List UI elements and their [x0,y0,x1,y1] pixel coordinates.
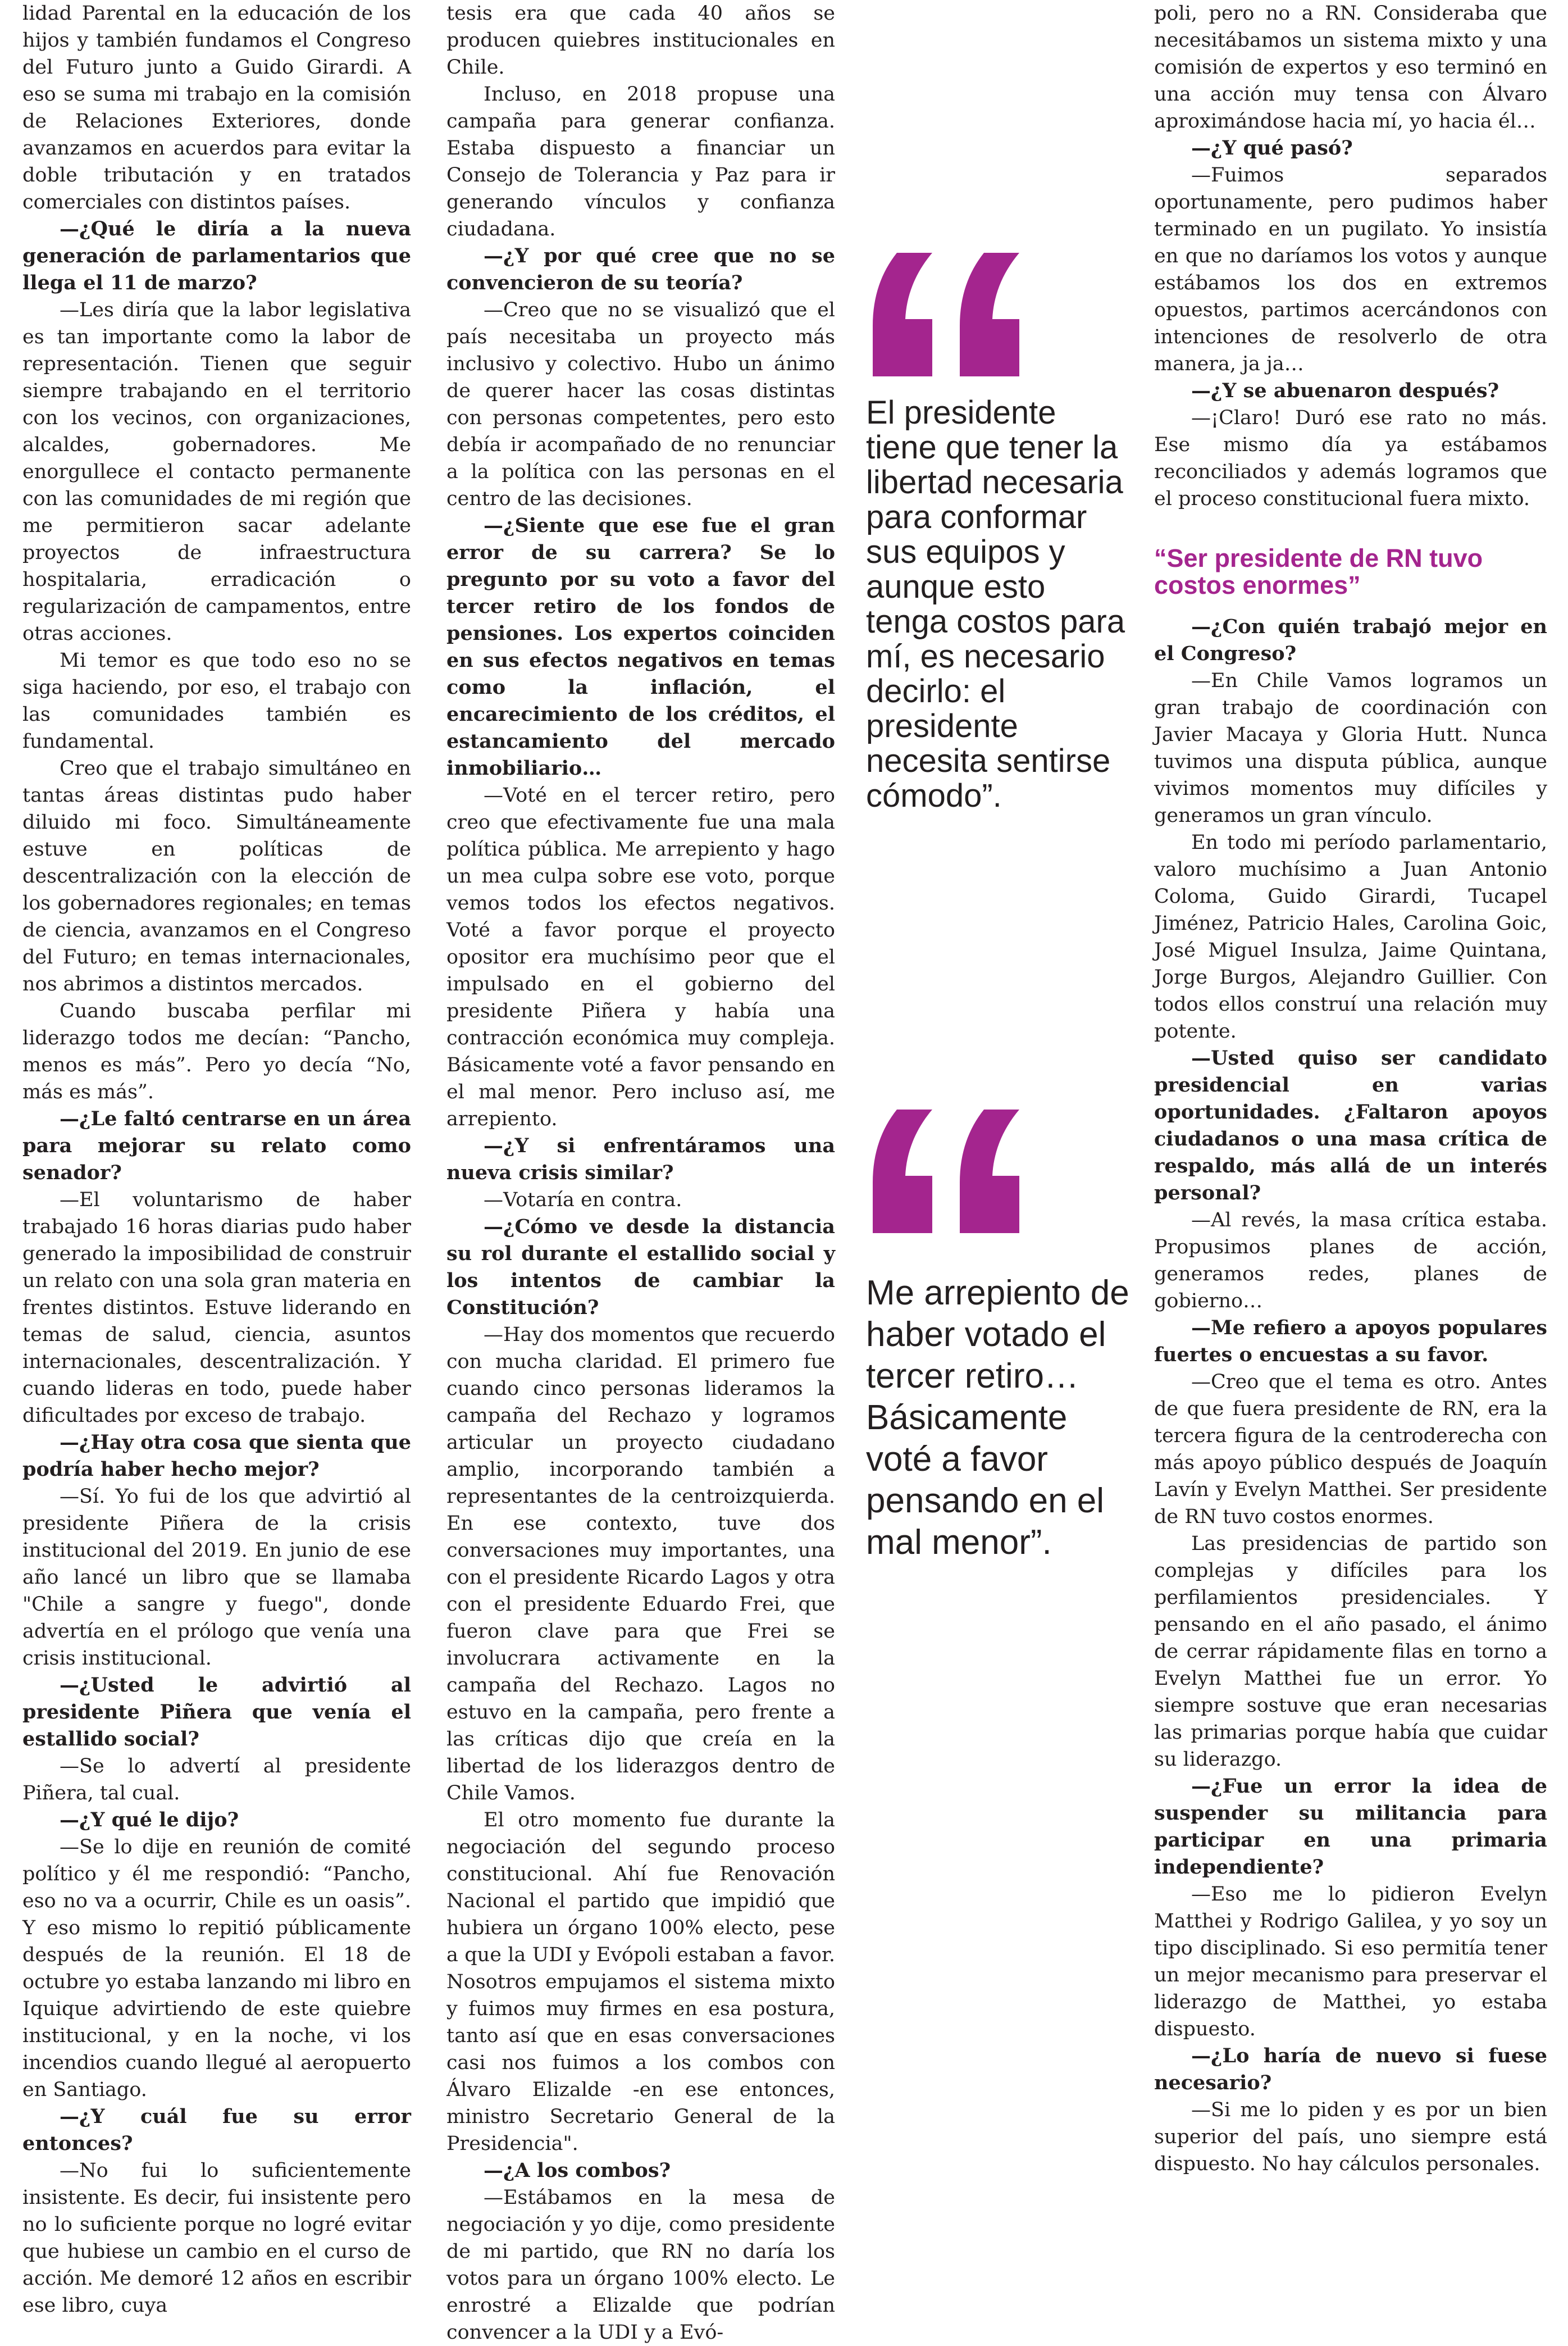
interview-question: —¿Y cuál fue su error entonces? [22,2105,411,2155]
interview-answer: —Estábamos en la mesa de negociación y yo dije, como presidente de mi partido, que RN no daría los votos para un órgano 100% electo. Le enrostré a Elizalde que podrían convencer a la UDI y a Evó- [446,2186,835,2344]
open-quote-icon [866,1110,1029,1233]
interview-answer: —Hay dos momentos que recuerdo con mucha claridad. El primero fue cuando cinco personas lideramos la campaña del Rechazo y logramos articular un proyecto ciudadano amplio, incorporando también a representantes de la centroizquierda. En ese contexto, tuve dos conversaciones muy importantes, una con el presidente Ricardo Lagos y otra con el presidente Eduardo Frei, que fueron clave para que Frei se involucrara activamente en la campaña del Rechazo. Lagos no estuvo en la campaña, pero frente a las críticas dijo que creía en la libertad de los liderazgos dentro de Chile Vamos. [446,1324,835,1804]
interview-question: —¿Y si enfrentáramos una nueva crisis similar? [446,1134,835,1184]
interview-answer: —¡Claro! Duró ese rato no más. Ese mismo día ya estábamos reconciliados y además logramos que el proceso constitucional fuera mixto. [1154,407,1547,510]
paragraph: El otro momento fue durante la negociación del segundo proceso constitucional. Ahí fue Renovación Nacional el partido que impidió que hubiera un órgano 100% electo, pese a que la UDI y Evópoli estaban a favor. Nosotros empujamos el sistema mixto y fuimos muy firmes en esa postura, tanto así que en esas conversaciones casi nos fuimos a los combos con Álvaro Elizalde -en ese entonces, ministro Secretario General de la Presidencia". [446,1809,835,2155]
interview-question: —¿A los combos? [484,2159,671,2182]
interview-question: —¿Le faltó centrarse en un área para mejorar su relato como senador? [22,1107,411,1184]
interview-answer: —Al revés, la masa crítica estaba. Propusimos planes de acción, generamos redes, planes de gobierno… [1154,1209,1547,1312]
interview-question: —¿Y por qué cree que no se convencieron de su teoría? [446,244,835,294]
interview-answer: —Sí. Yo fui de los que advirtió al presidente Piñera de la crisis institucional del 2019. En junio de ese año lancé un libro que se llamaba "Chile a sangre y fuego", donde advertía en el prólogo que venía una crisis institucional. [22,1485,411,1670]
paragraph: Las presidencias de partido son complejas y difíciles para los perfilamientos presidenciales. Y pensando en el año pasado, el ánimo de cerrar rápidamente filas en torno a Evelyn Matthei fue un error. Yo siempre sostuve que eran necesarias las primarias porque había que cuidar su liderazgo. [1154,1533,1547,1771]
paragraph: Creo que el trabajo simultáneo en tantas áreas distintas pudo haber diluido mi foco. Simultáneamente estuve en políticas de descentralización con la elección de los gobernadores regionales; en temas de ciencia, avanzamos en el Congreso del Futuro; en temas internacionales, nos abrimos a distintos mercados. [22,757,411,995]
interview-question: —¿Usted le advirtió al presidente Piñera que venía el estallido social? [22,1674,411,1751]
interview-answer: —Eso me lo pidieron Evelyn Matthei y Rodrigo Galilea, y yo soy un tipo disciplinado. Si eso permitía tener un mejor mecanismo para preservar el liderazgo de Matthei, yo estaba dispuesto. [1154,1883,1547,2040]
pull-quote [866,253,1130,813]
paragraph: Mi temor es que todo eso no se siga haciendo, por eso, el trabajo con las comunidades también es fundamental. [22,649,411,753]
interview-answer: —Voté en el tercer retiro, pero creo que efectivamente fue una mala política pública. Me arrepiento y hago un mea culpa sobre ese voto, porque vemos todos los efectos negativos. Voté a favor porque el proyecto opositor era muchísimo peor que el impulsado en el gobierno del presidente Piñera y había una contracción económica muy compleja. Básicamente voté a favor pensando en el mal menor. Pero incluso así, me arrepiento. [446,784,835,1130]
interview-answer: —No fui lo suficientemente insistente. Es decir, fui insistente pero no lo suficiente porque no logré evitar que hubiese un cambio en el curso de acción. Me demoré 12 años en escribir ese libro, cuya [22,2159,411,2317]
interview-question: —¿Cómo ve desde la distancia su rol durante el estallido social y los intentos de cambiar la Constitución? [446,1215,835,1319]
paragraph: Incluso, en 2018 propuse una campaña para generar confianza. Estaba dispuesto a financiar un Consejo de Tolerancia y Paz para ir generando vínculos y confianza ciudadana. [446,83,835,240]
interview-question: —¿Fue un error la idea de suspender su militancia para participar en una primaria independiente? [1154,1775,1547,1879]
interview-answer: —En Chile Vamos logramos un gran trabajo de coordinación con Javier Macaya y Gloria Hutt. Nunca tuvimos una disputa pública, aunque vivimos momentos muy difíciles y generamos un gran vínculo. [1154,670,1547,827]
paragraph: poli, pero no a RN. Consideraba que necesitábamos un sistema mixto y una comisión de expertos y eso terminó en una acción muy tensa con Álvaro aproximándose hacia mí, yo hacia él… [1154,2,1547,133]
interview-question: —¿Siente que ese fue el gran error de su carrera? Se lo pregunto por su voto a favor del tercer retiro de los fondos de pensiones. Los expertos coinciden en sus efectos negativos en temas como la inflación, el encarecimiento de los créditos, el estancamiento del mercado inmobiliario… [446,514,835,780]
section-heading: “Ser presidente de RN tuvo costos enormes” [1154,544,1483,599]
interview-answer: —Se lo dije en reunión de comité político y él me respondió: “Pancho, eso no va a ocurrir, Chile es un oasis”. Y eso mismo lo repitió públicamente después de la reunión. El 18 de octubre yo estaba lanzando mi libro en Iquique advirtiendo de este quiebre institucional, y en la noche, vi los incendios cuando llegué al aeropuerto en Santiago. [22,1836,411,2101]
interview-answer: —Si me lo piden y es por un bien superior del país, uno siempre está dispuesto. No hay cálculos personales. [1154,2099,1547,2175]
article-column-4 [1154,0,1547,2175]
interview-question: —¿Y qué le dijo? [60,1808,239,1831]
interview-question: —¿Y qué pasó? [1191,137,1353,160]
interview-question: —¿Y se abuenaron después? [1191,379,1499,402]
interview-answer: —Se lo advertí al presidente Piñera, tal cual. [22,1755,411,1804]
article-column-1 [22,0,411,2317]
paragraph: En todo mi período parlamentario, valoro muchísimo a Juan Antonio Coloma, Guido Girardi, Tucapel Jiménez, Patricio Hales, Carolina Goic, José Miguel Insulza, Jaime Quintana, Jorge Burgos, Alejandro Guillier. Con todos ellos construí una relación muy potente. [1154,831,1547,1043]
interview-answer: —Creo que no se visualizó que el país necesitaba un proyecto más inclusivo y colectivo. Hubo un ánimo de querer hacer las cosas distintas con personas competentes, pero esto debía ir acompañado de no renunciar a la política con las personas en el centro de las decisiones. [446,299,835,510]
interview-answer: —Creo que el tema es otro. Antes de que fuera presidente de RN, era la tercera figura de la centroderecha con más apoyo público después de Joaquín Lavín y Evelyn Matthei. Ser presidente de RN tuvo costos enormes. [1154,1371,1547,1528]
interview-question: —¿Qué le diría a la nueva generación de parlamentarios que llega el 11 de marzo? [22,217,411,294]
paragraph: Cuando buscaba perfilar mi liderazgo todos me decían: “Pancho, menos es más”. Pero yo decía “No, más es más”. [22,1000,411,1103]
open-quote-icon [866,253,1029,376]
article-column-2 [446,0,835,2344]
interview-answer: —El voluntarismo de haber trabajado 16 horas diarias pudo haber generado la imposibilidad de construir un relato con una sola gran materia en frentes distintos. Estuve liderando en temas de salud, ciencia, asuntos internacionales, descentralización. Y cuando lideras en todo, puede haber dificultades por exceso de trabajo. [22,1189,411,1427]
interview-answer: —Fuimos separados oportunamente, pero pudimos haber terminado en un pugilato. Yo insistía en que no daríamos los votos y aunque estábamos los dos en extremos opuestos, partimos acercándonos con intenciones de resolverlo de otra manera, ja ja… [1154,164,1547,375]
interview-question: —¿Lo haría de nuevo si fuese necesario? [1154,2044,1547,2094]
pull-quote [866,1110,1130,1563]
interview-answer: —Les diría que la labor legislativa es tan importante como la labor de representación. Tienen que seguir siempre trabajando en el territorio con los vecinos, con organizaciones, alcaldes, gobernadores. Me enorgullece el contacto permanente con las comunidades de mi región que me permitieron sacar adelante proyectos de infraestructura hospitalaria, erradicación o regularización de campamentos, entre otras acciones. [22,299,411,645]
paragraph: lidad Parental en la educación de los hijos y también fundamos el Congreso del Futuro junto a Guido Girardi. A eso se suma mi trabajo en la comisión de Relaciones Exteriores, donde avanzamos en acuerdos para evitar la doble tributación y en tratados comerciales con distintos países. [22,2,411,213]
pull-quote-text: El presidente tiene que tener la libertad necesaria para conformar sus equipos y aunque esto tenga costos para mí, es necesario decirlo: el presidente necesita sentirse cómodo”. [866,394,1125,814]
interview-question: —¿Con quién trabajó mejor en el Congreso? [1154,615,1547,665]
interview-answer: —Votaría en contra. [484,1189,682,1211]
interview-question: —Me refiero a apoyos populares fuertes o encuestas a su favor. [1154,1316,1547,1366]
interview-question: —¿Hay otra cosa que sienta que podría haber hecho mejor? [22,1431,411,1481]
pull-quote-text: Me arrepiento de haber votado el tercer retiro… Básicamente voté a favor pensando en el mal menor”. [866,1274,1129,1562]
interview-question: —Usted quiso ser candidato presidencial en varias oportunidades. ¿Faltaron apoyos ciudadanos o una masa crítica de respaldo, más allá de un interés personal? [1154,1047,1547,1204]
paragraph: tesis era que cada 40 años se producen quiebres institucionales en Chile. [446,2,835,79]
